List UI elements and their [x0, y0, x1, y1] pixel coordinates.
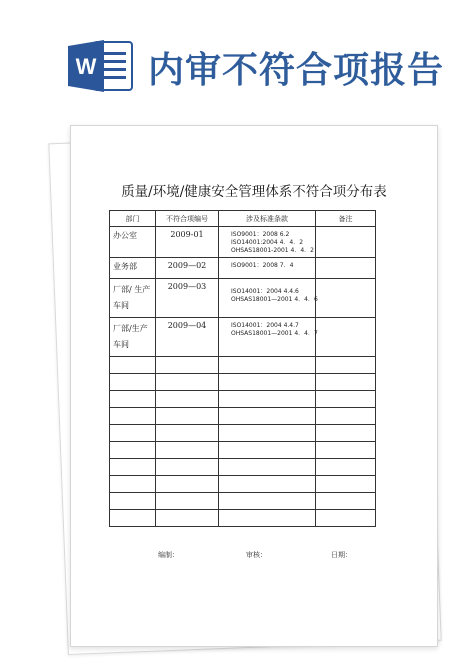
- table-row: [110, 258, 376, 279]
- date-label: 日期：: [331, 551, 352, 559]
- cell-dept: 业务部: [110, 258, 156, 279]
- cell-dept: 厂部/ 生产车间: [110, 279, 156, 318]
- reviewed-by-label: 审核：: [246, 551, 267, 559]
- clause-line: ISO9001：2008 6.2: [231, 231, 290, 238]
- table-row: [110, 279, 376, 318]
- cell-no: 2009—04: [156, 318, 219, 357]
- table-row: [110, 318, 376, 357]
- empty-row: [110, 442, 376, 459]
- document-page: [70, 125, 438, 647]
- cell-clauses: [219, 227, 316, 258]
- empty-row: [110, 408, 376, 425]
- header-remarks: 备注: [316, 211, 376, 227]
- prepared-by-label: 编制：: [158, 551, 179, 559]
- svg-text:W: W: [75, 54, 97, 79]
- nonconformity-table: [109, 210, 376, 527]
- banner: [0, 0, 474, 110]
- header-no: 不符合项编号: [156, 211, 219, 227]
- empty-row: [110, 357, 376, 374]
- cell-no: 2009—03: [156, 279, 219, 318]
- clause-line: ISO14001：2004 4.4.7: [231, 322, 299, 329]
- empty-row: [110, 374, 376, 391]
- cell-remarks: [316, 227, 376, 258]
- cell-no: 2009—02: [156, 258, 219, 279]
- empty-row: [110, 459, 376, 476]
- cell-no: 2009-01: [156, 227, 219, 258]
- header-clauses: 涉及标准条款: [219, 211, 316, 227]
- header-dept: 部门: [110, 211, 156, 227]
- document-title: 质量/环境/健康安全管理体系不符合项分布表: [121, 184, 387, 200]
- empty-row: [110, 391, 376, 408]
- cell-remarks: [316, 258, 376, 279]
- cell-remarks: [316, 318, 376, 357]
- cell-remarks: [316, 279, 376, 318]
- word-icon: [68, 38, 134, 94]
- cell-dept: 厂部/生产车间: [110, 318, 156, 357]
- banner-title: 内审不符合项报告: [148, 50, 445, 91]
- empty-row: [110, 493, 376, 510]
- cell-clauses: [219, 258, 316, 279]
- clause-line: ISO9001：2008 7．4: [231, 262, 294, 269]
- clause-line: ISO14001：2004 4.4.6: [231, 288, 299, 295]
- cell-clauses: [219, 318, 316, 357]
- cell-clauses: [219, 279, 316, 318]
- table-row: [110, 227, 376, 258]
- clause-line: OHSAS18001-2001 4．4．2: [231, 247, 314, 254]
- table-header-row: [110, 211, 376, 227]
- empty-row: [110, 425, 376, 442]
- cell-dept: 办公室: [110, 227, 156, 258]
- clause-line: ISO14001:2004 4．4．2: [231, 239, 304, 246]
- empty-row: [110, 510, 376, 527]
- clause-line: OHSAS18001—2001 4．4．7: [231, 330, 318, 337]
- empty-row: [110, 476, 376, 493]
- clause-line: OHSAS18001—2001 4．4．6: [231, 296, 318, 303]
